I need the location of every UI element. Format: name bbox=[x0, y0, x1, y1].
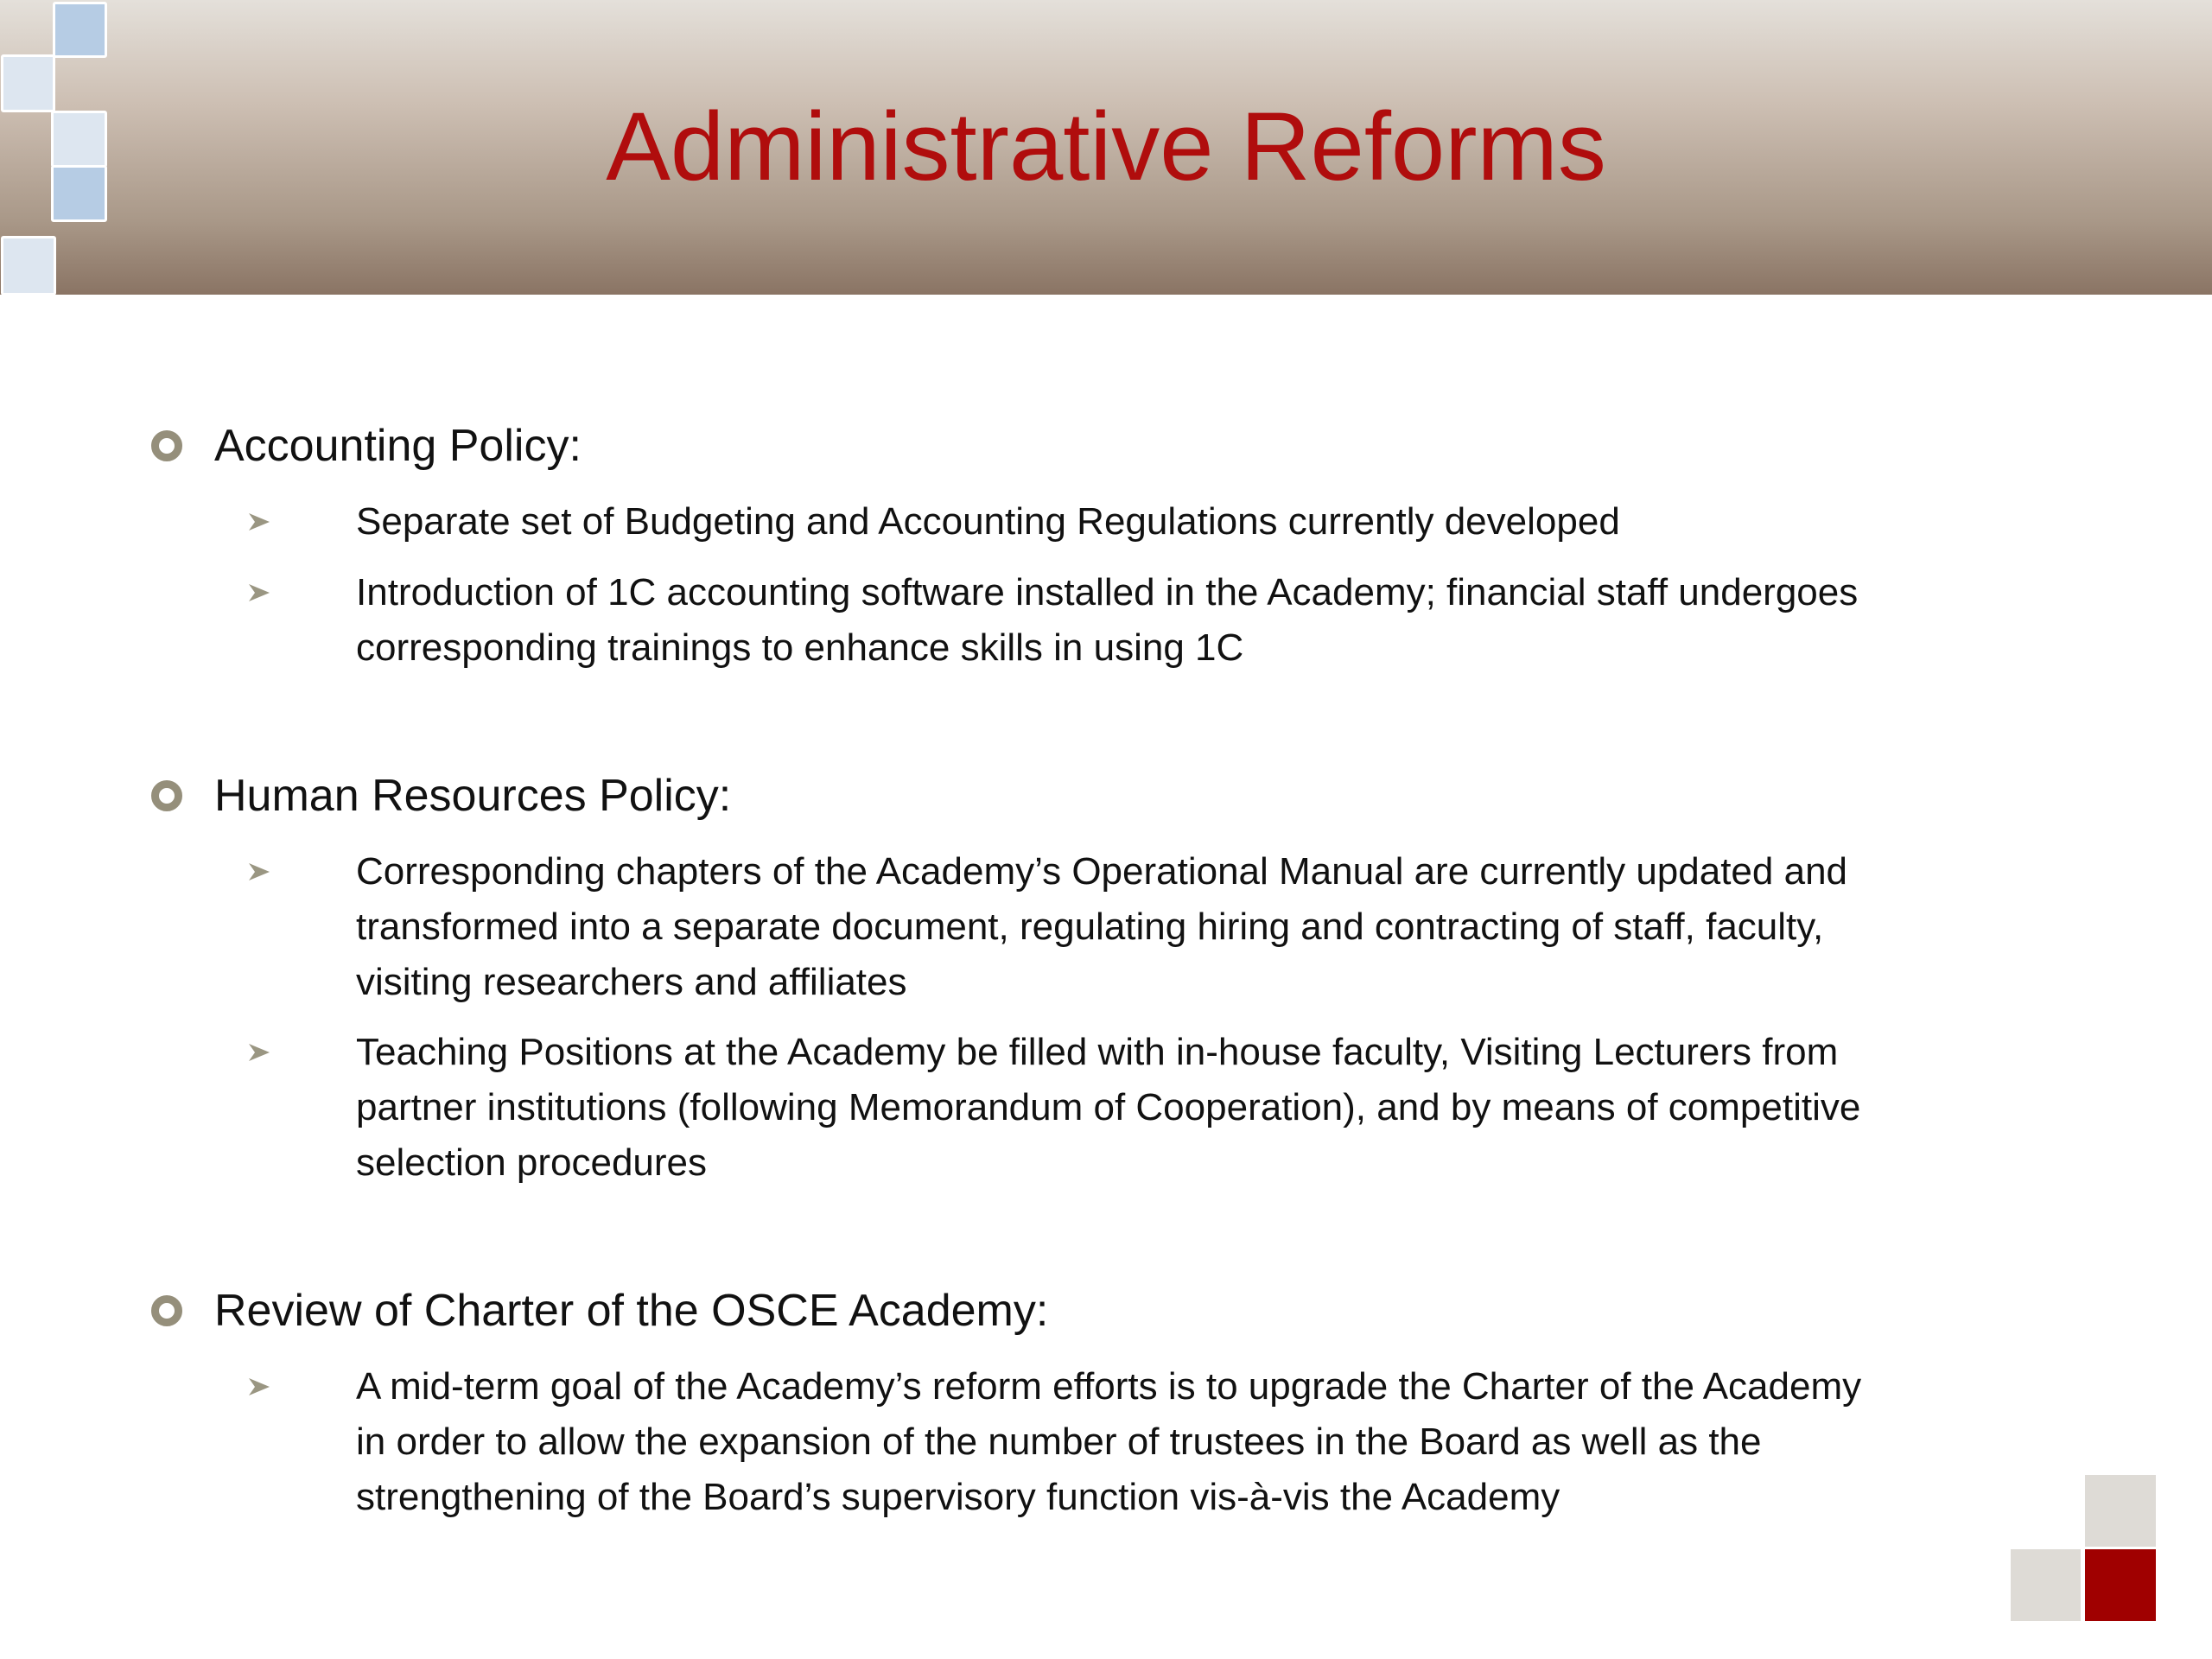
item-line: in order to allow the expansion of the number of trustees in the Board as well as the bbox=[356, 1421, 1762, 1463]
ring-bullet-icon bbox=[151, 1295, 182, 1326]
section-heading bbox=[214, 411, 582, 480]
item-line: Teaching Positions at the Academy be filled with in-house faculty, Visiting Lecturers from bbox=[356, 1031, 1839, 1073]
arrow-bullet-icon bbox=[247, 581, 271, 605]
heading-text: Review of Charter of the OSCE Academy: bbox=[214, 1286, 1049, 1336]
item-line: Separate set of Budgeting and Accounting Regulations currently developed bbox=[356, 500, 1620, 543]
arrow-bullet-icon bbox=[247, 510, 271, 534]
list-item bbox=[356, 494, 1620, 550]
list-item bbox=[356, 565, 1858, 676]
heading-text: Human Resources Policy: bbox=[214, 771, 732, 821]
list-item bbox=[356, 1359, 1861, 1525]
decor-square bbox=[2011, 1549, 2081, 1621]
item-line: corresponding trainings to enhance skills in using 1C bbox=[356, 626, 1244, 669]
list-item bbox=[356, 844, 1847, 1010]
ring-bullet-icon bbox=[151, 430, 182, 461]
heading-text: Accounting Policy: bbox=[214, 421, 582, 471]
decor-square-red bbox=[2085, 1549, 2156, 1621]
section-heading bbox=[214, 1276, 1048, 1345]
item-line: Corresponding chapters of the Academy’s Operational Manual are currently updated and bbox=[356, 850, 1848, 893]
arrow-bullet-icon bbox=[247, 860, 271, 884]
arrow-bullet-icon bbox=[247, 1375, 271, 1399]
item-line: selection procedures bbox=[356, 1141, 708, 1184]
ring-bullet-icon bbox=[151, 780, 182, 811]
item-line: strengthening of the Board’s supervisory function vis-à-vis the Academy bbox=[356, 1476, 1560, 1518]
decor-square bbox=[53, 2, 107, 58]
section-heading bbox=[214, 761, 731, 830]
decor-square bbox=[1, 236, 56, 296]
decor-square bbox=[2085, 1475, 2156, 1547]
item-line: transformed into a separate document, regulating hiring and contracting of staff, faculty, bbox=[356, 906, 1824, 948]
arrow-bullet-icon bbox=[247, 1040, 271, 1065]
slide-title: Administrative Reforms bbox=[606, 92, 1606, 200]
item-line: A mid-term goal of the Academy’s reform efforts is to upgrade the Charter of the Academy bbox=[356, 1365, 1862, 1408]
list-item bbox=[356, 1025, 1860, 1191]
item-line: visiting researchers and affiliates bbox=[356, 961, 907, 1003]
item-line: partner institutions (following Memorandum of Cooperation), and by means of competitive bbox=[356, 1086, 1861, 1128]
item-line: Introduction of 1C accounting software installed in the Academy; financial staff undergoes bbox=[356, 571, 1859, 613]
